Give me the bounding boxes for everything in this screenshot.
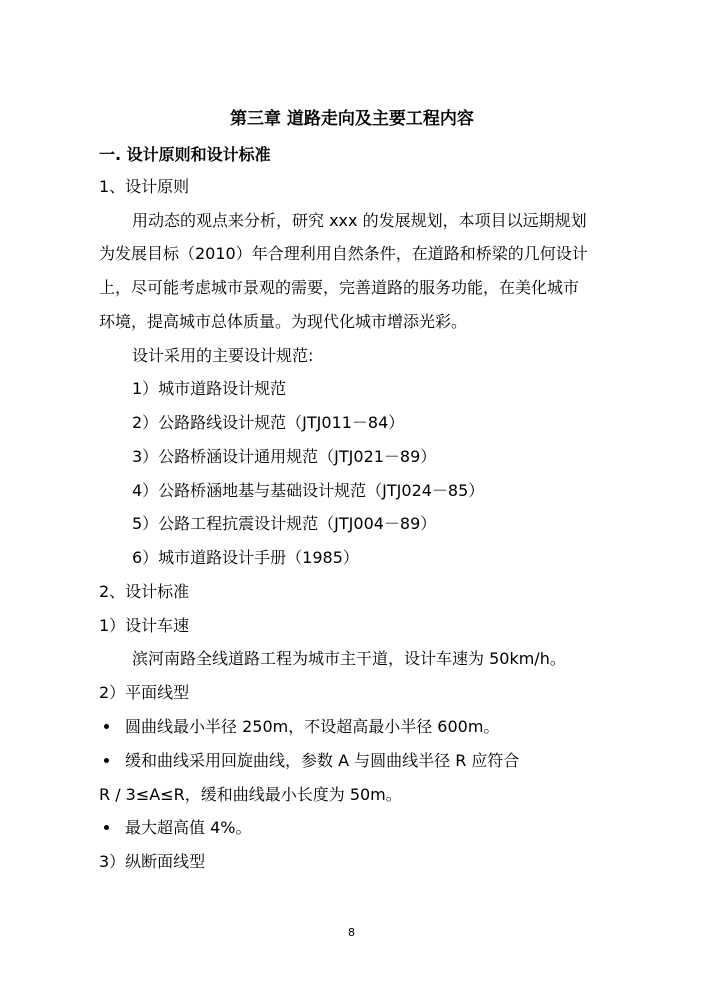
spec-item: 2）公路路线设计规范（JTJ011－84） <box>132 413 405 432</box>
plane-alignment-heading: 2）平面线型 <box>99 683 190 702</box>
bullet-item: 最大超高值 4%。 <box>125 818 252 837</box>
subsection-heading-design-standards: 2、设计标准 <box>99 582 190 601</box>
bullet-item-continuation: R / 3≤A≤R，缓和曲线最小长度为 50m。 <box>99 785 402 804</box>
specs-intro: 设计采用的主要设计规范: <box>132 346 314 365</box>
spec-item: 5）公路工程抗震设计规范（JTJ004－89） <box>132 514 437 533</box>
paragraph-line: 上，尽可能考虑城市景观的需要，完善道路的服务功能，在美化城市 <box>99 278 580 297</box>
spec-item: 3）公路桥涵设计通用规范（JTJ021－89） <box>132 447 437 466</box>
spec-item: 1）城市道路设计规范 <box>132 379 287 398</box>
spec-item: 6）城市道路设计手册（1985） <box>132 548 359 567</box>
bullet-item: 缓和曲线采用回旋曲线，参数 A 与圆曲线半径 R 应符合 <box>125 751 520 770</box>
subsection-heading-design-principles: 1、设计原则 <box>99 177 190 196</box>
design-speed-text: 滨河南路全线道路工程为城市主干道，设计车速为 50km/h。 <box>132 649 566 668</box>
vertical-profile-heading: 3）纵断面线型 <box>99 852 206 871</box>
bullet-item: 圆曲线最小半径 250m，不设超高最小半径 600m。 <box>125 717 500 736</box>
paragraph-line: 为发展目标（2010）年合理利用自然条件，在道路和桥梁的几何设计 <box>99 244 588 263</box>
paragraph-line: 环境，提高城市总体质量。为现代化城市增添光彩。 <box>99 312 468 331</box>
spec-item: 4）公路桥涵地基与基础设计规范（JTJ024－85） <box>132 481 485 500</box>
bullet-dot-icon <box>104 758 109 763</box>
section-heading-design-principles-standards: 一. 设计原则和设计标准 <box>99 145 271 164</box>
page-number: 8 <box>348 926 355 939</box>
bullet-dot-icon <box>104 724 109 729</box>
chapter-title: 第三章 道路走向及主要工程内容 <box>230 109 474 129</box>
bullet-dot-icon <box>104 825 109 830</box>
paragraph-line: 用动态的观点来分析，研究 xxx 的发展规划，本项目以远期规划 <box>132 211 587 230</box>
design-speed-heading: 1）设计车速 <box>99 616 190 635</box>
